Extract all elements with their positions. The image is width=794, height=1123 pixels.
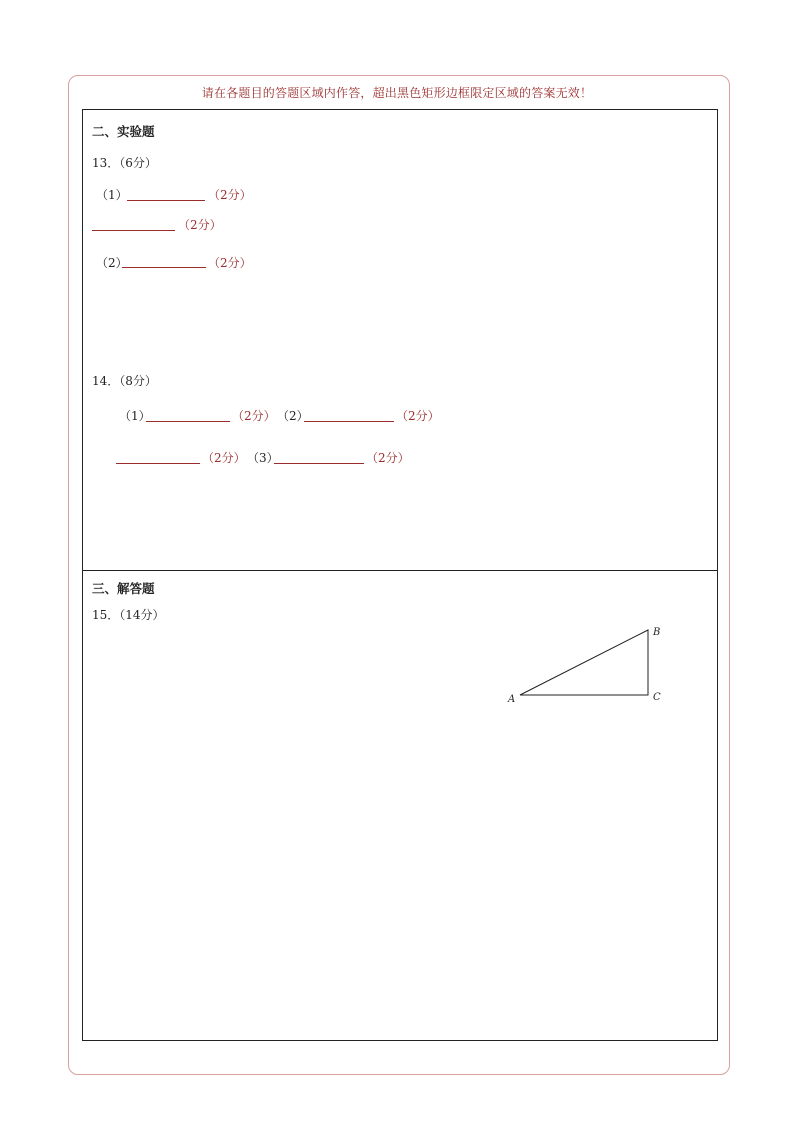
right-triangle-figure	[500, 620, 670, 710]
q14-part2-answer-blank-2[interactable]	[116, 463, 200, 464]
q14-part2-score: （2分）	[396, 409, 440, 423]
q14-part1-label: （1）	[119, 409, 151, 423]
vertex-label-a: A	[508, 694, 516, 705]
q14-part2-label: （2）	[277, 409, 309, 423]
q13-part1-answer-blank[interactable]	[127, 200, 205, 201]
q13-part2-score: （2分）	[208, 256, 252, 270]
triangle-abc	[520, 630, 648, 695]
q13-part2-answer-blank[interactable]	[122, 267, 206, 268]
section-heading-solution: 三、解答题	[92, 581, 155, 596]
q14-part2-score-2: （2分）	[202, 451, 246, 465]
section-heading-experiment: 二、实验题	[92, 124, 155, 139]
vertex-label-b: B	[653, 627, 661, 638]
question-15-number: 15．（14分）	[92, 608, 165, 622]
q13-part1-answer-blank-2[interactable]	[92, 230, 175, 231]
instruction-notice: 请在各题目的答题区域内作答，超出黑色矩形边框限定区域的答案无效！	[201, 86, 593, 100]
q13-part1-score-2: （2分）	[178, 218, 222, 232]
question-14-number: 14．（8分）	[92, 374, 157, 388]
q14-part1-answer-blank[interactable]	[146, 421, 230, 422]
section-experiment-box	[82, 109, 718, 571]
question-13-number: 13．（6分）	[92, 156, 157, 170]
q13-part2-label: （2）	[96, 256, 128, 270]
q14-part1-score: （2分）	[232, 409, 276, 423]
vertex-label-c: C	[653, 692, 661, 703]
q14-part3-label: （3）	[247, 451, 279, 465]
q13-part1-score: （2分）	[208, 188, 252, 202]
q13-part1-label: （1）	[96, 188, 128, 202]
q14-part3-answer-blank[interactable]	[274, 463, 364, 464]
q14-part3-score: （2分）	[366, 451, 410, 465]
q14-part2-answer-blank[interactable]	[304, 421, 394, 422]
